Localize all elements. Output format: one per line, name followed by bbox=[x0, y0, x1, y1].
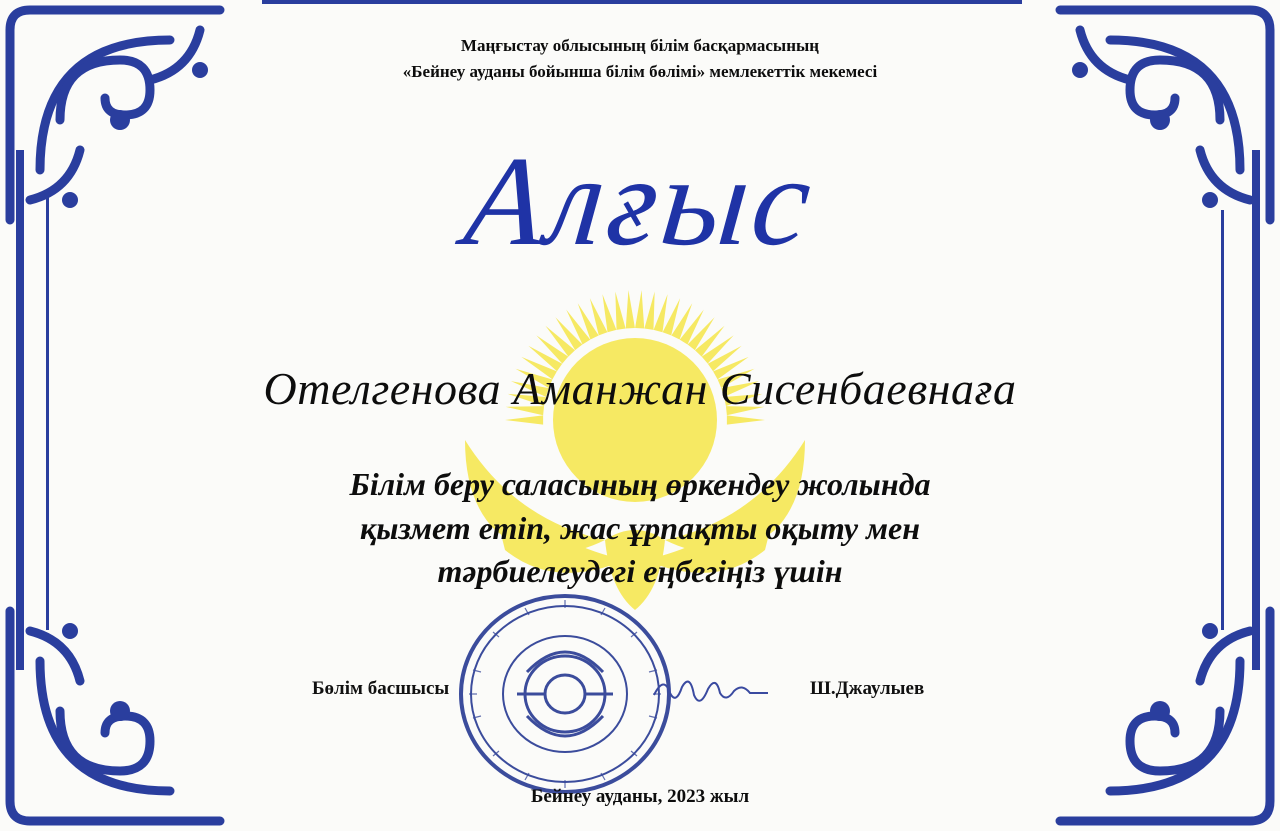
sun-ray bbox=[615, 291, 625, 329]
reason-line-2: қызмет етіп, жас ұрпақты оқыту мен bbox=[359, 510, 921, 546]
certificate-title: Алғыс bbox=[458, 130, 822, 272]
header-line-1: Маңғыстау облысының білім басқармасының bbox=[460, 36, 820, 55]
sun-ray bbox=[727, 415, 765, 424]
sun-ray bbox=[602, 294, 616, 332]
sun-ray bbox=[635, 290, 644, 328]
signatory-name: Ш.Джаулыев bbox=[810, 678, 925, 699]
footer-location-year: Бейнеу ауданы, 2023 жыл bbox=[530, 786, 750, 807]
handwritten-signature bbox=[650, 665, 770, 715]
sun-ray bbox=[654, 294, 668, 332]
sun-ray bbox=[644, 291, 654, 329]
official-seal bbox=[457, 592, 673, 796]
reason-line-3: тәрбиелеудегі еңбегіңіз үшін bbox=[437, 553, 843, 589]
recipient-name: Отелгенова Аманжан Сисенбаевнаға bbox=[263, 363, 1017, 414]
sun-ray bbox=[505, 415, 543, 424]
frame-top-line bbox=[262, 0, 1022, 4]
signature-label: Бөлім басшысы bbox=[312, 678, 450, 699]
header-line-2: «Бейнеу ауданы бойынша білім бөлімі» мемлекеттік мекемесі bbox=[402, 62, 878, 81]
reason-line-1: Білім беру саласының өркендеу жолында bbox=[349, 466, 931, 502]
sun-ray bbox=[626, 290, 635, 328]
